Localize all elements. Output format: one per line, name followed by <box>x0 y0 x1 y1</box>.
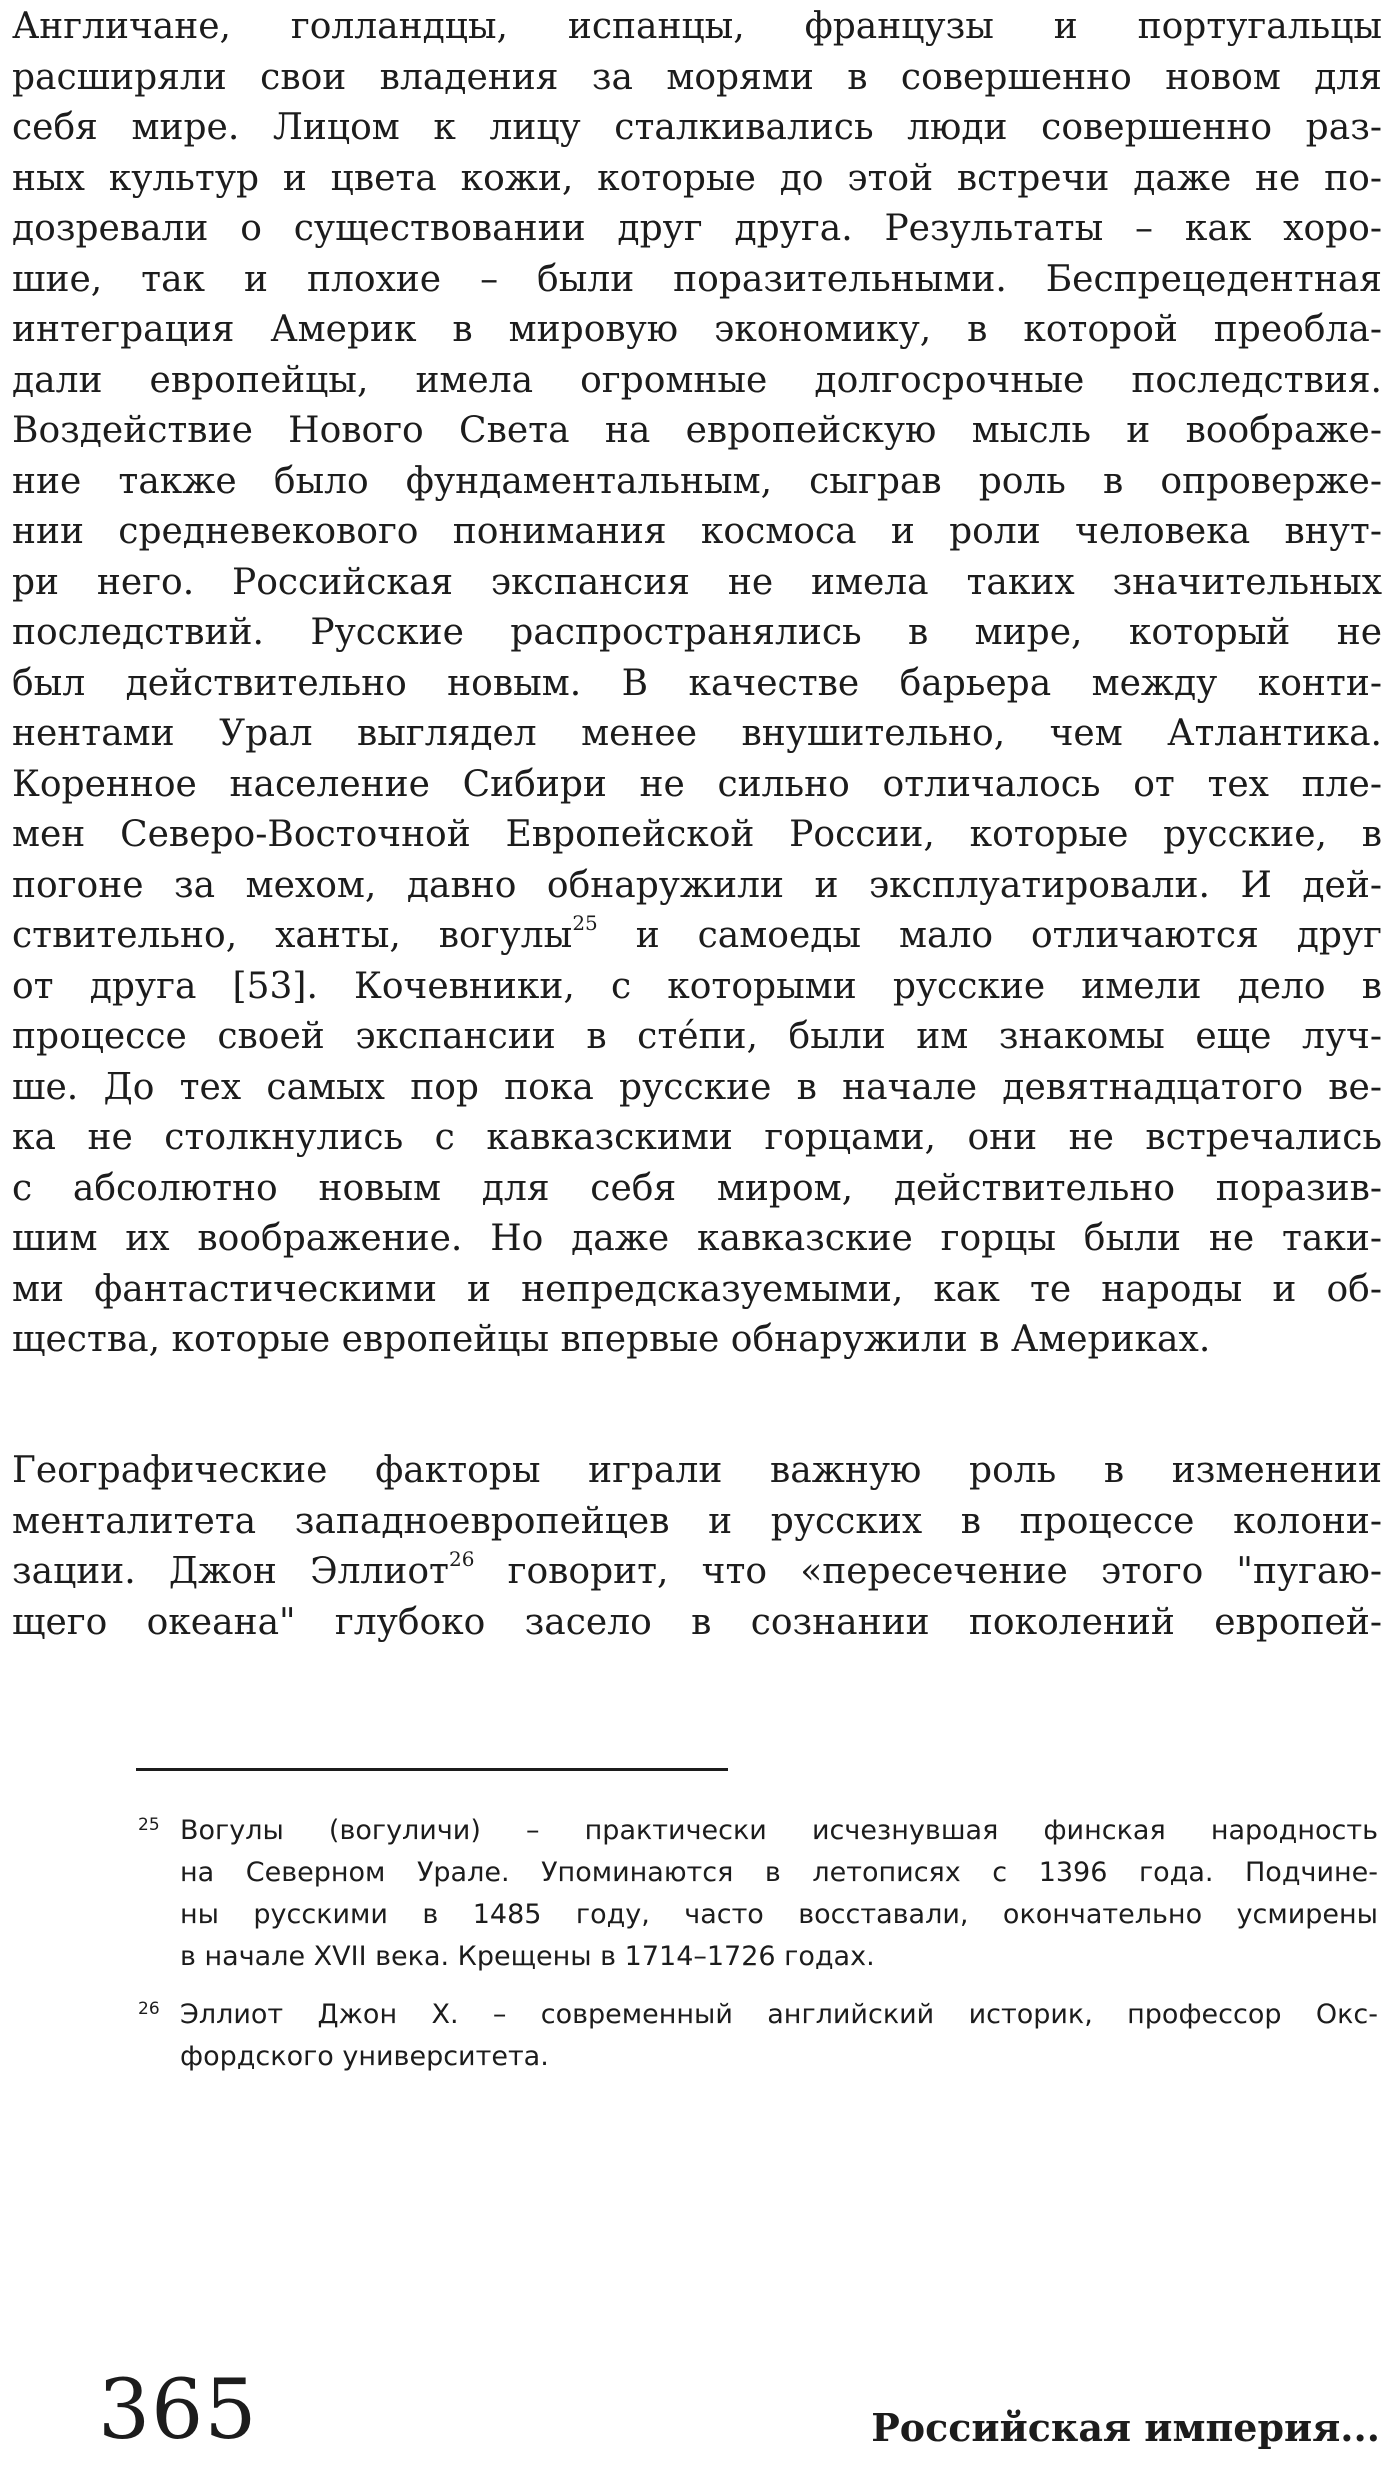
text-line: щества, которые европейцы впервые обнаружили в Америках. <box>12 1319 1211 1360</box>
text-line-with-footnote-ref <box>12 1547 1382 1598</box>
text-line: шие, так и плохие – были поразительными. Беспрецедентная <box>12 258 1382 300</box>
text-segment: зации. Джон Эллиот <box>12 1551 449 1592</box>
page-number: 365 <box>98 2363 258 2458</box>
footnotes <box>138 1810 1378 2094</box>
text-line: себя мире. Лицом к лицу сталкивались люди совершенно раз- <box>12 107 1382 148</box>
text-line: дозревали о существовании друг друга. Результаты – как хоро- <box>12 208 1382 249</box>
text-line: нентами Урал выглядел менее внушительно, чем Атлантика. <box>12 713 1382 754</box>
text-line: интеграция Америк в мировую экономику, в которой преобла- <box>12 309 1382 350</box>
text-line: менталитета западноевропейцев и русских в процессе колони- <box>12 1500 1382 1542</box>
running-title: Российская империя... <box>871 2405 1380 2450</box>
footnote-line: Эллиот Джон Х. – современный английский историк, профессор Окс- <box>180 1999 1378 2030</box>
footnote-line: Вогулы (вогуличи) – практически исчезнувшая финская народность <box>180 1815 1378 1846</box>
text-line: процессе своей экспансии в стéпи, были им знакомы еще луч- <box>12 1016 1382 1057</box>
footnote-number: 26 <box>138 1999 160 2019</box>
text-line: ка не столкнулись с кавказскими горцами, они не встречались <box>12 1117 1382 1158</box>
text-line: щего океана" глубоко засело в сознании поколений европей- <box>12 1601 1382 1643</box>
text-line: был действительно новым. В качестве барьера между конти- <box>12 662 1382 704</box>
footnote-ref-25[interactable]: 25 <box>572 911 598 935</box>
text-line: от друга [53]. Кочевники, с которыми русские имели дело в <box>12 965 1382 1007</box>
text-line: расширяли свои владения за морями в совершенно новом для <box>12 56 1382 98</box>
text-line: ми фантастическими и непредсказуемыми, как те народы и об- <box>12 1268 1382 1310</box>
text-line: Географические факторы играли важную роль в изменении <box>12 1450 1382 1491</box>
text-line: мен Северо-Восточной Европейской России, которые русские, в <box>12 814 1382 855</box>
text-line: ше. До тех самых пор пока русские в начале девятнадцатого ве- <box>12 1066 1382 1108</box>
text-line: Коренное население Сибири не сильно отличалось от тех пле- <box>12 763 1382 805</box>
footnote-line: ны русскими в 1485 году, часто восставали, окончательно усмирены <box>180 1899 1378 1930</box>
footnote-line: в начале XVII века. Крещены в 1714–1726 годах. <box>180 1941 875 1972</box>
text-line-with-footnote-ref <box>12 911 1382 962</box>
text-line: дали европейцы, имела огромные долгосрочные последствия. <box>12 359 1382 401</box>
text-segment: и самоеды мало отличаются друг <box>597 915 1382 956</box>
text-line: ри него. Российская экспансия не имела таких значительных <box>12 561 1382 603</box>
footnote-26 <box>138 1994 1378 2078</box>
paragraph-2 <box>12 1446 1382 1648</box>
text-line: с абсолютно новым для себя миром, действительно поразив- <box>12 1167 1382 1209</box>
text-line: нии средневекового понимания космоса и роли человека внут- <box>12 511 1382 552</box>
footnote-divider <box>136 1768 728 1771</box>
footnote-line: на Северном Урале. Упоминаются в летописях с 1396 года. Подчине- <box>180 1857 1378 1888</box>
footnote-line: фордского университета. <box>180 2041 549 2072</box>
text-line: шим их воображение. Но даже кавказские горцы были не таки- <box>12 1218 1382 1259</box>
text-line: ние также было фундаментальным, сыграв роль в опроверже- <box>12 460 1382 502</box>
footnote-number: 25 <box>138 1815 160 1835</box>
text-line: последствий. Русские распространялись в мире, который не <box>12 612 1382 653</box>
text-line: Англичане, голландцы, испанцы, французы и португальцы <box>12 6 1382 47</box>
footnote-ref-26[interactable]: 26 <box>448 1547 475 1571</box>
text-line: погоне за мехом, давно обнаружили и эксплуатировали. И дей- <box>12 864 1382 906</box>
text-line: Воздействие Нового Света на европейскую мысль и воображе- <box>12 410 1382 451</box>
text-segment: ствительно, ханты, вогулы <box>12 915 573 956</box>
footnote-25 <box>138 1810 1378 1978</box>
text-line: ных культур и цвета кожи, которые до этой встречи даже не по- <box>12 157 1382 199</box>
paragraph-1 <box>12 2 1382 1366</box>
text-segment: говорит, что «пересечение этого "пугаю- <box>474 1551 1382 1592</box>
